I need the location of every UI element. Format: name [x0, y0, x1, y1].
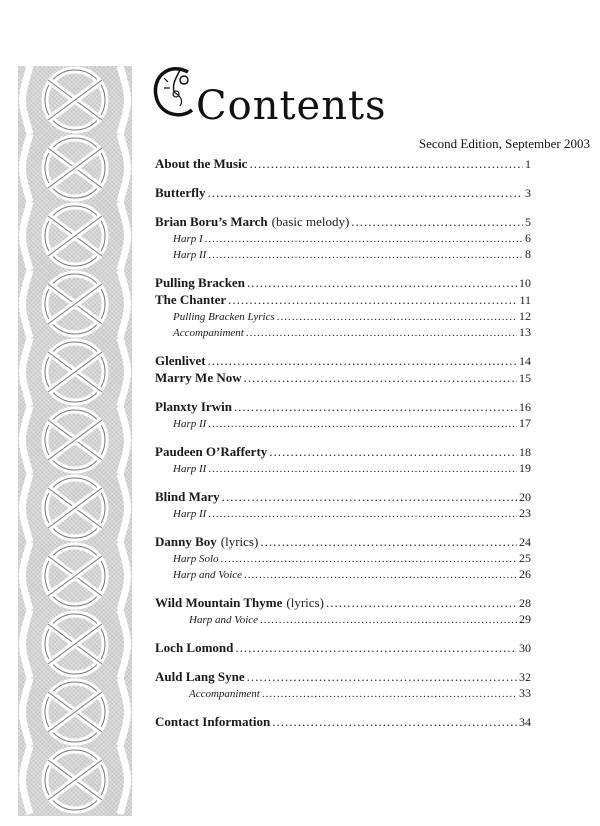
toc-entry-title: Accompaniment	[173, 327, 244, 339]
toc-subentry[interactable]	[155, 416, 531, 432]
toc-subentry[interactable]	[155, 461, 531, 477]
toc-entry-title: Harp I	[173, 233, 203, 245]
toc-spacer	[155, 702, 531, 714]
toc-page-number: 28	[519, 596, 531, 610]
knot-segment	[23, 338, 128, 406]
toc-entry[interactable]	[155, 489, 531, 506]
knot-segment	[23, 66, 128, 134]
knot-segment	[23, 202, 128, 270]
celtic-knot-icon	[18, 66, 132, 816]
toc-entry[interactable]	[155, 353, 531, 370]
toc-entry[interactable]	[155, 640, 531, 657]
toc-page-number: 32	[519, 670, 531, 684]
toc-spacer	[155, 657, 531, 669]
toc-entry[interactable]	[155, 595, 531, 612]
toc-page-number: 25	[519, 551, 531, 565]
toc-page-number: 8	[525, 247, 531, 261]
edition-label: Second Edition, September 2003	[418, 136, 590, 151]
toc-entry[interactable]	[155, 185, 531, 202]
dot-leader	[228, 292, 517, 308]
toc-page-number: 33	[519, 686, 531, 700]
toc-spacer	[155, 477, 531, 489]
dot-leader	[221, 553, 517, 565]
knot-segment	[23, 270, 128, 338]
toc-entry-title: Blind Mary	[155, 489, 220, 504]
toc-entry[interactable]	[155, 275, 531, 292]
table-of-contents	[155, 156, 531, 731]
toc-entry[interactable]	[155, 156, 531, 173]
dot-leader	[351, 214, 523, 230]
toc-subentry[interactable]	[155, 567, 531, 583]
toc-entry-title: Planxty Irwin	[155, 399, 232, 414]
toc-page-number: 17	[519, 416, 531, 430]
toc-page-number: 34	[519, 715, 531, 729]
dot-leader	[208, 508, 517, 520]
toc-page-number: 13	[519, 325, 531, 339]
toc-entry[interactable]	[155, 669, 531, 686]
dot-leader	[277, 311, 517, 323]
toc-spacer	[155, 432, 531, 444]
toc-entry-title: Harp and Voice	[173, 569, 243, 581]
dot-leader	[208, 353, 517, 369]
toc-entry[interactable]	[155, 714, 531, 731]
dot-leader	[235, 640, 517, 656]
toc-entry-title: Harp II	[173, 249, 207, 261]
toc-entry-title: Danny Boy	[155, 534, 217, 549]
toc-entry-title: Brian Boru’s March	[155, 214, 268, 229]
toc-page-number: 18	[519, 445, 531, 459]
toc-page-number: 30	[519, 641, 531, 655]
toc-entry-title: Loch Lomond	[155, 640, 234, 655]
toc-entry-title: Pulling Bracken Lyrics	[173, 311, 275, 323]
toc-spacer	[155, 173, 531, 185]
toc-entry-title: Paudeen O’Rafferty	[155, 444, 268, 459]
dot-leader	[208, 463, 517, 475]
toc-page-number: 19	[519, 461, 531, 475]
toc-spacer	[155, 522, 531, 534]
dot-leader	[244, 569, 517, 581]
toc-page-number: 11	[519, 293, 531, 307]
toc-page-number: 26	[519, 567, 531, 581]
knot-segment	[23, 542, 128, 610]
knot-segment	[23, 474, 128, 542]
toc-entry-title: Harp and Voice	[189, 614, 259, 626]
dot-leader	[208, 418, 517, 430]
page-header	[150, 60, 540, 130]
toc-entry[interactable]	[155, 292, 531, 309]
toc-entry-note: (basic melody)	[271, 214, 350, 229]
toc-entry-title: Marry Me Now	[155, 370, 242, 385]
dot-leader	[260, 534, 517, 550]
toc-entry-note: (lyrics)	[286, 595, 324, 610]
toc-page-number: 5	[525, 215, 531, 229]
toc-spacer	[155, 202, 531, 214]
toc-entry-title: Glenlivet	[155, 353, 206, 368]
toc-page-number: 20	[519, 490, 531, 504]
dot-leader	[247, 275, 517, 291]
toc-page-number: 23	[519, 506, 531, 520]
toc-entry-title: Wild Mountain Thyme	[155, 595, 283, 610]
page-title: Contents	[196, 83, 387, 129]
toc-entry-title: Harp Solo	[173, 553, 219, 565]
knot-segment	[23, 678, 128, 746]
toc-page-number: 3	[525, 186, 531, 200]
toc-entry[interactable]	[155, 444, 531, 461]
toc-entry-title: Pulling Bracken	[155, 275, 245, 290]
toc-subentry[interactable]	[155, 686, 531, 702]
dot-leader	[262, 688, 517, 700]
toc-entry-title: The Chanter	[155, 292, 227, 307]
toc-page-number: 29	[519, 612, 531, 626]
toc-page-number: 10	[519, 276, 531, 290]
toc-entry-note: (lyrics)	[220, 534, 259, 549]
toc-page-number: 1	[525, 157, 531, 171]
toc-spacer	[155, 387, 531, 399]
toc-spacer	[155, 628, 531, 640]
dot-leader	[234, 399, 517, 415]
toc-entry[interactable]	[155, 214, 531, 231]
dot-leader	[272, 714, 517, 730]
knot-segment	[23, 746, 128, 814]
toc-spacer	[155, 341, 531, 353]
dot-leader	[222, 489, 517, 505]
toc-spacer	[155, 263, 531, 275]
dot-leader	[269, 444, 517, 460]
knot-segment	[23, 134, 128, 202]
toc-entry-title: About the Music	[155, 156, 248, 171]
toc-entry-title: Harp II	[173, 463, 207, 475]
toc-subentry[interactable]	[155, 247, 531, 263]
dot-leader	[326, 595, 517, 611]
toc-page-number: 6	[525, 231, 531, 245]
toc-entry[interactable]	[155, 534, 531, 551]
toc-entry-title: Harp II	[173, 418, 207, 430]
toc-entry-title: Contact Information	[155, 714, 271, 729]
knot-segment	[23, 406, 128, 474]
dot-leader	[244, 370, 517, 386]
toc-subentry[interactable]	[155, 551, 531, 567]
toc-entry[interactable]	[155, 370, 531, 387]
dot-leader	[205, 233, 523, 245]
toc-subentry[interactable]	[155, 612, 531, 628]
knot-segment	[23, 610, 128, 678]
dot-leader	[208, 185, 523, 201]
dot-leader	[249, 156, 523, 172]
toc-page-number: 15	[519, 371, 531, 385]
celtic-knot-border	[18, 66, 132, 816]
dot-leader	[247, 669, 517, 685]
toc-page-number: 14	[519, 354, 531, 368]
toc-entry-title: Auld Lang Syne	[155, 669, 245, 684]
toc-subentry[interactable]	[155, 506, 531, 522]
toc-page-number: 12	[519, 309, 531, 323]
toc-entry[interactable]	[155, 399, 531, 416]
dot-leader	[246, 327, 517, 339]
toc-entry-title: Harp II	[173, 508, 207, 520]
dot-leader	[260, 614, 517, 626]
toc-spacer	[155, 583, 531, 595]
toc-subentry[interactable]	[155, 309, 531, 325]
toc-page-number: 16	[519, 400, 531, 414]
toc-subentry[interactable]	[155, 325, 531, 341]
toc-entry-title: Butterfly	[155, 185, 206, 200]
toc-page-number: 24	[519, 535, 531, 549]
toc-subentry[interactable]	[155, 231, 531, 247]
toc-entry-title: Accompaniment	[189, 688, 260, 700]
ornate-initial-c-icon	[150, 60, 198, 124]
dot-leader	[208, 249, 523, 261]
